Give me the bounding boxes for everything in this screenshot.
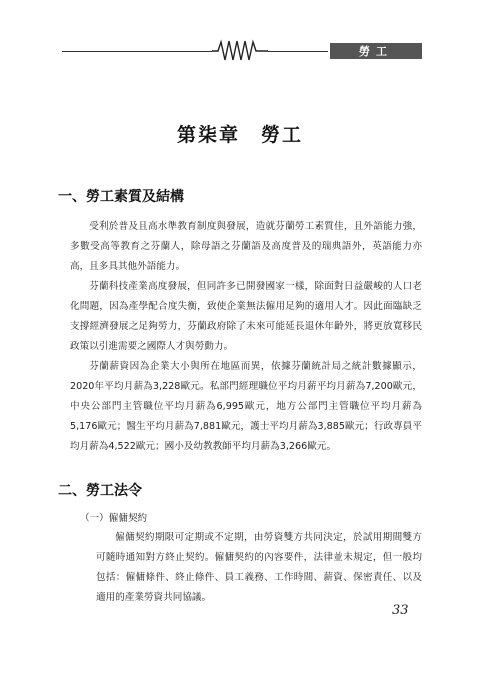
chapter-title: 第柒章 勞工 [176, 124, 303, 146]
header-section-tab: 勞工 [330, 43, 422, 59]
header-rule-right [268, 51, 328, 52]
subheading: （一）僱傭契約 [80, 513, 148, 524]
page-number: 33 [392, 603, 409, 618]
zigzag-ornament [212, 38, 268, 62]
paragraph: 受利於普及且高水準教育制度與發展，造就芬蘭勞工素質佳，且外語能力強，多數受高等教育之芬蘭人，除母語之芬蘭語及高度普及的瑞典語外，英語能力亦高，且多具其他外語能力。 [70, 221, 422, 272]
paragraph: 僱傭契約期限可定期或不定期，由勞資雙方共同決定，於試用期間雙方可隨時通知對方終止契約。僱傭契約的內容要件，法律並未規定，但一般均包括：僱傭條件、終止條件、員工義務、工作時間、薪資、保密責任、以及適用的產業勞資共同協議。 [96, 532, 422, 603]
header-rule-left [62, 51, 212, 52]
paragraph: 芬蘭薪資因為企業大小與所在地區而異，依據芬蘭統計局之統計數據顯示，2020年平均月薪為3,228歐元。私部門經理職位平均月薪平均月薪為7,200歐元，中央公部門主管職位平均月薪為6,995歐元，地方公部門主管職位平均月薪為5,176歐元；醫生平均月薪為7,881歐元，護士平均月薪為3,885歐元；行政專員平均月薪為4,522歐元；國小及幼教教師平均月薪為3,266歐元。 [70, 361, 422, 452]
section-title-2: 二、勞工法令 [58, 483, 142, 499]
running-header [0, 38, 480, 62]
paragraph: 芬蘭科技產業高度發展，但同許多已開發國家一樣，除面對日益嚴峻的人口老化問題，因為產學配合度失衡，致使企業無法僱用足夠的適用人才。因此面臨缺乏支撐經濟發展之足夠勞力，芬蘭政府除了未來可能延長退休年齡外，將更放寬移民政策以引進需要之國際人才與勞動力。 [70, 281, 422, 352]
section-title-1: 一、勞工素質及結構 [58, 189, 184, 205]
